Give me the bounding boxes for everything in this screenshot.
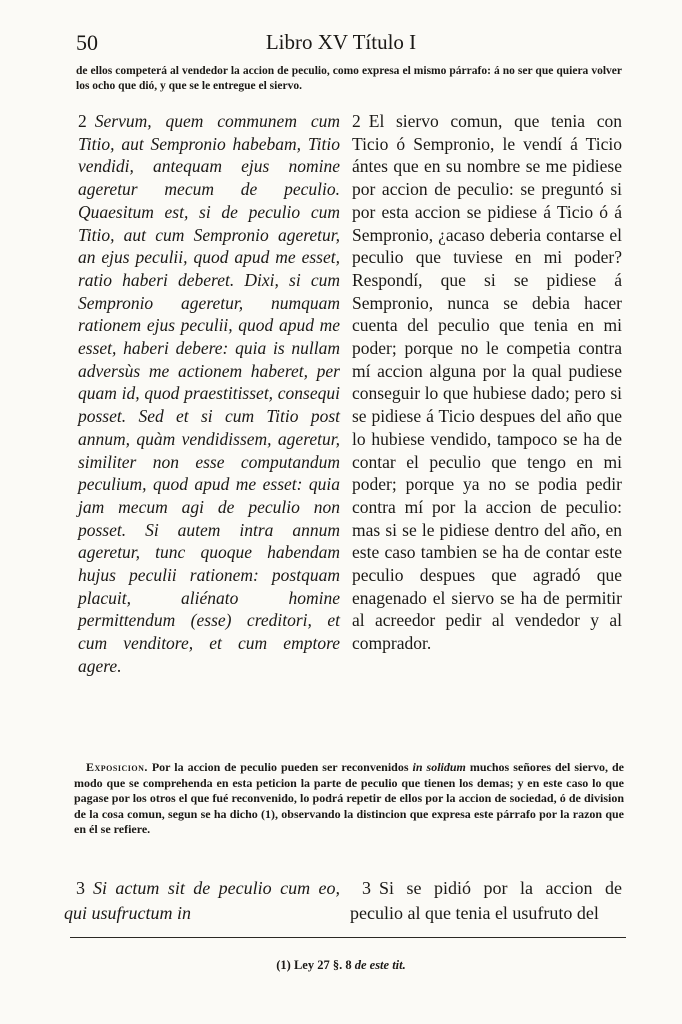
spanish-paragraph-text: El siervo comun, que tenia con Ticio ó Sempronio, le vendí á Ticio ántes que en su nombre se me pidiese por accion de peculio: se preguntó si por esta accion se pidiese á Ticio ó á Sempronio, ¿acaso deberia contarse el peculio que tuviese en mi poder? Respondí, que si se pidiese á Sempronio, nunca se debia hacer cuenta del peculio que tenia en mi poder; porque no le competia contra mí accion alguna por la qual pudiese conseguir lo que hubiese dado; pero si se pidiese á Ticio despues del año que lo hubiese vendido, tampoco se ha de contar el peculio que tengo en mi poder; porque ya no se podia pedir contra mí por la accion de peculio: mas si se le pidiese dentro del año, en este caso tambien se ha de contar este peculio despues que agradó que enagenado el siervo se ha de permitir al acreedor pedir al vendedor y al comprador. — [352, 111, 622, 654]
running-head: Libro XV Título I — [265, 30, 417, 54]
latin-paragraph-number: 2 — [78, 111, 87, 131]
exposicion-commentary — [74, 760, 624, 838]
footnote-italic: de este tit. — [354, 958, 406, 972]
latin-paragraph-2 — [78, 110, 340, 678]
footnote — [0, 958, 682, 973]
spanish-column-section-3 — [350, 876, 622, 926]
exposicion-label: Exposicion. — [86, 760, 148, 774]
spanish-paragraph-number: 2 — [352, 111, 361, 131]
spanish-paragraph-3 — [350, 876, 622, 926]
spanish-paragraph-2 — [352, 110, 622, 655]
intro-paragraph: de ellos competerá al vendedor la accion de peculio, como expresa el mismo párrafo: á no ser que quiera volver los ocho que dió, y que se le entregue el siervo. — [76, 65, 622, 92]
spanish-column-section-2 — [352, 110, 622, 655]
latin-paragraph-3 — [64, 876, 340, 926]
page-number: 50 — [76, 30, 98, 55]
exposicion-text-2: muchos señores del siervo, de modo que se comprehenda en esta peticion la parte de peculio que tienen los demas; y en este caso lo que pagase por los otros el que fué reconvenido, lo podrá repetir de ellos por la accion de sociedad, ó de division de la cosa comun, segun se ha dicho (1), observando la distincion que expresa este párrafo por la razon que en él se refiere. — [74, 760, 625, 836]
spanish-paragraph-number: 3 — [362, 878, 371, 898]
spanish-paragraph-text: Si se pidió por la accion de peculio al que tenia el usufruto del — [350, 878, 622, 923]
latin-column-section-2 — [78, 110, 340, 678]
exposicion-italic: in solidum — [412, 760, 466, 774]
latin-paragraph-text: Si actum sit de peculio cum eo, qui usufructum in — [64, 878, 340, 923]
footnote-rule — [70, 937, 626, 938]
footnote-text: Ley 27 §. 8 — [290, 958, 355, 972]
latin-paragraph-text: Servum, quem communem cum Titio, aut Sempronio habebam, Titio vendidi, antequam ejus nomine ageretur mecum de peculio. Quaesitum est, si de peculio cum Titio, aut cum Sempronio ageretur, an ejus peculii, quod apud me esset, ratio haberi deberet. Dixi, si cum Sempronio ageretur, numquam rationem ejus peculii, quod apud me esset, haberi debere: quia is nullam adversùs me actionem haberet, per quam id, quod praestitisset, consequi posset. Sed et si cum Titio post annum, quàm vendidissem, ageretur, similiter non esse computandum peculium, quod apud me esset: quia jam mecum agi de peculio non posset. Si autem intra annum ageretur, tunc quoque habendam hujus peculii rationem: postquam placuit, aliénato homine permittendum (esse) creditori, et cum venditore, et cum emptore agere. — [78, 111, 340, 676]
latin-paragraph-number: 3 — [76, 878, 85, 898]
exposicion-text-1: Por la accion de peculio pueden ser reconvenidos — [147, 760, 413, 774]
latin-column-section-3 — [64, 876, 340, 926]
footnote-marker: (1) — [276, 958, 291, 972]
